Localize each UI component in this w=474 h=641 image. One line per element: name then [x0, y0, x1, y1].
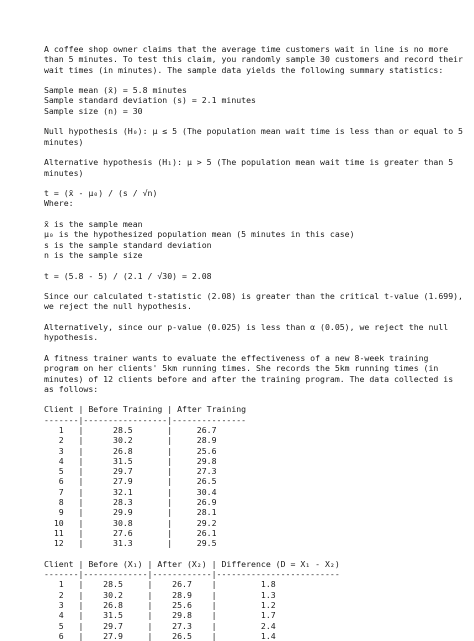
table-row: 5 | 29.7 | 27.3: [44, 466, 217, 477]
table-row: 8 | 28.3 | 26.9: [44, 497, 217, 508]
definition-item: n is the sample size: [44, 249, 143, 260]
definition-item: s is the sample standard deviation: [44, 239, 212, 250]
t-formula: t = (x̄ - μ₀) / (s / √n): [44, 188, 158, 199]
summary-statistics: [44, 85, 464, 116]
table-row: 1 | 28.5 | 26.7: [44, 424, 217, 435]
table-row: 2 | 30.2 | 28.9 | 1.3: [44, 589, 276, 600]
stat-mean: Sample mean (x̄) = 5.8 minutes: [44, 85, 187, 96]
table-separator: -------|-----------------|---------------: [44, 414, 247, 425]
table-row: 3 | 26.8 | 25.6 | 1.2: [44, 600, 276, 611]
conclusion-p-value: Alternatively, since our p-value (0.025) is less than α (0.05), we reject the null hypothesis.: [44, 322, 454, 343]
intro-paragraph: A coffee shop owner claims that the average time customers wait in line is no more than 5 minutes. To test this claim, you randomly sample 30 customers and record their wait times (in minutes). The sample data yields the following summary statistics:: [44, 44, 468, 75]
table-row: 1 | 28.5 | 26.7 | 1.8: [44, 579, 276, 590]
definition-item: μ₀ is the hypothesized population mean (5 minutes in this case): [44, 229, 355, 240]
stat-n: Sample size (n) = 30: [44, 105, 143, 116]
table-separator: -------|-------------|------------|-------------------------: [44, 569, 340, 580]
table-row: 6 | 27.9 | 26.5 | 1.4: [44, 630, 276, 641]
table-row: 12 | 31.3 | 29.5: [44, 538, 217, 549]
table-row: 6 | 27.9 | 26.5: [44, 476, 217, 487]
table-row: 4 | 31.5 | 29.8: [44, 455, 217, 466]
table-header: Client | Before (X₁) | After (X₂) | Difference (D = X₁ - X₂): [44, 558, 340, 569]
table-row: 10 | 30.8 | 29.2: [44, 517, 217, 528]
formula-block: [44, 188, 464, 209]
fitness-paragraph: A fitness trainer wants to evaluate the effectiveness of a new 8-week training program on her clients' 5km running times. She records the 5km running times (in minutes) of 12 clients before and after the training program. The data collected is as follows:: [44, 352, 459, 394]
where-label: Where:: [44, 198, 74, 209]
table-row: 2 | 30.2 | 28.9: [44, 435, 217, 446]
table-header: Client | Before Training | After Training: [44, 404, 247, 415]
table-row: 3 | 26.8 | 25.6: [44, 445, 217, 456]
table-row: 4 | 31.5 | 29.8 | 1.7: [44, 610, 276, 621]
conclusion-critical-value: Since our calculated t-statistic (2.08) is greater than the critical t-value (1.699), we reject the null hypothesis.: [44, 291, 468, 312]
t-calculation: t = (5.8 - 5) / (2.1 / √30) = 2.08: [44, 270, 212, 281]
table-row: 5 | 29.7 | 27.3 | 2.4: [44, 620, 276, 631]
document-page: [44, 44, 468, 641]
null-hypothesis: Null hypothesis (H₀): μ ≤ 5 (The population mean wait time is less than or equal to 5 minutes): [44, 126, 468, 147]
running-times-table: [44, 404, 464, 548]
table-row: 9 | 29.9 | 28.1: [44, 507, 217, 518]
definitions: [44, 219, 464, 260]
stat-std: Sample standard deviation (s) = 2.1 minutes: [44, 95, 256, 106]
definition-item: x̄ is the sample mean: [44, 219, 143, 230]
differences-table: [44, 559, 464, 641]
table-row: 11 | 27.6 | 26.1: [44, 527, 217, 538]
alternative-hypothesis: Alternative hypothesis (H₁): μ > 5 (The population mean wait time is greater than 5 minutes): [44, 157, 459, 178]
table-row: 7 | 32.1 | 30.4: [44, 486, 217, 497]
